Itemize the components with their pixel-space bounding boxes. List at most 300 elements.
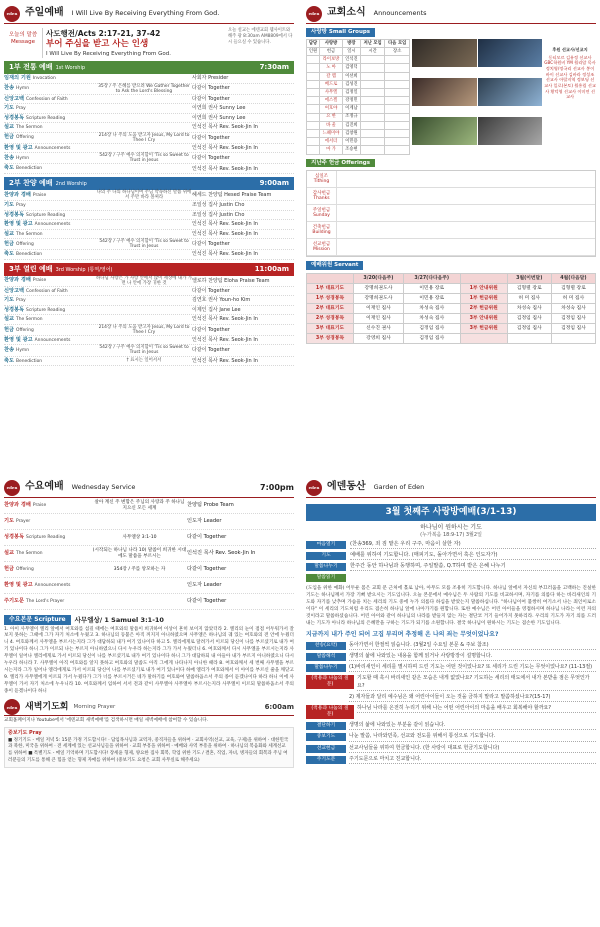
church-logo: eden xyxy=(306,480,322,496)
worship-name-en: 1st Worship xyxy=(55,65,86,72)
wed-row xyxy=(4,562,294,578)
message-main xyxy=(42,28,226,58)
servant-cell: 허 미 집사 xyxy=(507,294,551,304)
garden-question-tag: 결단하기 xyxy=(306,722,346,730)
order-hymn: 나의 주 나의 하나님이여 주님 약속하신 말씀 위에서 주만 바라 볼찌라 xyxy=(96,189,192,200)
worship-time: 11:00am xyxy=(254,264,289,273)
servant-cell: 신수진 권사 xyxy=(354,324,404,334)
worship-time: 7:30am xyxy=(259,63,289,72)
sg-cell: 김진희 xyxy=(342,121,360,129)
sg-cell xyxy=(360,97,385,105)
order-item-ko: 성경봉독 xyxy=(4,211,25,218)
order-item xyxy=(4,145,96,152)
sg-row xyxy=(307,113,410,121)
order-item xyxy=(4,75,96,82)
small-groups-label: 사랑방 Small Groups xyxy=(306,28,375,37)
order-item xyxy=(4,307,96,314)
order-leader: 이제인 집사 Jane Lee xyxy=(192,306,241,313)
order-row xyxy=(4,144,294,154)
order-leader: 다같이 Together xyxy=(192,95,230,102)
wed-item-en: Praise xyxy=(32,503,47,509)
order-row xyxy=(4,357,294,367)
sg-col: 담당 xyxy=(307,39,320,47)
wed-leader: 인석진 목사 Rev. Seok-Jin In xyxy=(187,550,256,557)
wed-row xyxy=(4,530,294,546)
order-leader: 다같이 Together xyxy=(192,85,230,92)
servant-cell: 이민용 장로 xyxy=(403,294,460,304)
servant-cell: 1부 대표기도 xyxy=(307,284,354,294)
order-row xyxy=(4,114,294,124)
sg-row xyxy=(307,72,410,80)
photo xyxy=(478,78,543,106)
sg-cell xyxy=(307,138,320,146)
order-leader: 인석진 목사 Rev. Seok-Jin In xyxy=(192,221,258,228)
sg-cell xyxy=(307,72,320,80)
sg-cell xyxy=(360,64,385,72)
garden-main-title: 3월 첫째주 사랑방예배(3/1-13) xyxy=(306,504,596,521)
order-leader: 인석진 목사 Rev. Seok-Jin In xyxy=(192,337,258,343)
wed-item xyxy=(4,534,92,541)
order-item-ko: 찬송 xyxy=(4,155,15,162)
servant-col: 3월(이번달) xyxy=(507,274,551,284)
sg-cell: 김성진 xyxy=(342,80,360,88)
wed-leader: 다같이 Together xyxy=(187,598,227,605)
worship-name-note: (통역/영어) xyxy=(87,266,113,273)
order-item xyxy=(4,192,96,199)
order-item xyxy=(4,165,96,172)
wed-detail: 살아 계신 주 변함은 주님의 사랑과 주 하나님 지으신 모든 세계 xyxy=(94,499,185,511)
wed-item-en: The Lord's Prayer xyxy=(26,599,65,605)
order-row xyxy=(4,296,294,306)
order-item-ko: 축도 xyxy=(4,251,15,258)
servant-cell: 2부 성경봉독 xyxy=(307,314,354,324)
message-title-en: I Will Live By Receiving Everything From God. xyxy=(46,51,171,57)
sg-cell xyxy=(385,138,410,146)
order-item xyxy=(4,115,96,122)
garden-question-text: 생명의 삶에 나와있는 부분을 같이 읽습니다. xyxy=(349,722,596,730)
worship-name-ko: 3부 열린 예배 xyxy=(9,264,53,273)
sg-col: 사랑방 xyxy=(320,39,343,47)
church-logo: eden xyxy=(4,6,20,22)
offering-label: 십일조 Tithing xyxy=(307,171,337,187)
garden-question xyxy=(306,694,596,702)
wed-item-ko: 찬양과 경배 xyxy=(4,502,31,509)
sg-cell xyxy=(385,97,410,105)
order-row xyxy=(4,190,294,201)
order-item-en: Announcements xyxy=(34,145,71,151)
order-item-en: Hymn xyxy=(16,156,29,162)
order-item xyxy=(4,297,96,304)
order-item-en: Announcements xyxy=(34,337,71,343)
offering-label: 선교헌금 Mission xyxy=(307,239,337,255)
sg-sub: 헌금 xyxy=(320,48,343,56)
sg-cell xyxy=(385,113,410,121)
order-row xyxy=(4,133,294,144)
order-item-en: Benediction xyxy=(16,252,43,258)
order-item-ko: 성경봉독 xyxy=(4,114,25,121)
order-leader: 엘로하 찬양팀 Eloha Praise Team xyxy=(192,277,270,284)
servant-row xyxy=(307,314,596,324)
sg-sub: 인원 xyxy=(307,48,320,56)
servant-row xyxy=(307,294,596,304)
sg-cell: 베드로 xyxy=(320,80,343,88)
garden-question xyxy=(306,756,596,764)
order-item-ko: 찬송 xyxy=(4,85,15,92)
garden-title-en: Garden of Eden xyxy=(373,483,425,492)
wed-item xyxy=(4,550,92,557)
garden-step-tag: 말씀나누기 xyxy=(306,563,346,571)
servant-head xyxy=(307,274,596,284)
sg-cell: 갈 렙 xyxy=(320,72,343,80)
order-row xyxy=(4,250,294,260)
garden-question-tag: 주기도문 xyxy=(306,756,346,764)
order-leader: 다같이 Together xyxy=(192,155,230,162)
garden-question-tag: 중보기도 xyxy=(306,733,346,741)
sg-row xyxy=(307,89,410,97)
servant-cell: 2부 대표기도 xyxy=(307,304,354,314)
order-item-ko: 신앙고백 xyxy=(4,287,25,294)
worship-time: 9:00am xyxy=(259,179,289,187)
offering-row xyxy=(307,239,595,256)
garden-step-tag: 기도 xyxy=(306,552,346,560)
offering-label: 주일헌금 Sunday xyxy=(307,205,337,221)
wed-item-en: Offering xyxy=(16,567,34,573)
sg-cell: 김영덕 xyxy=(342,64,360,72)
message-title: 부어 주심을 받고 사는 인생 xyxy=(46,39,149,50)
garden-question xyxy=(306,705,596,719)
order-item-ko: 찬양과 경배 xyxy=(4,277,31,284)
order-item-ko: 설교 xyxy=(4,124,15,131)
order-leader: 이연희 권사 Sunny Lee xyxy=(192,114,246,121)
offering-row xyxy=(307,205,595,222)
garden-question-text: 동아가면서 한절씩 읽습니다. (3월2일 수요일 본문 & 주보 참조) xyxy=(349,642,596,650)
servant-cell: 김형렬 장로 xyxy=(551,284,595,294)
order-item-ko: 기도 xyxy=(4,297,15,304)
order-item-en: Praise xyxy=(32,192,47,198)
order-row xyxy=(4,201,294,211)
garden-question-text: 하나님 나라를 온전히 누리기 위해 나는 어떤 어린아이의 마음을 배우고 회복해야 할까요? xyxy=(357,705,596,713)
servant-cell: 김형렬 장로 xyxy=(507,284,551,294)
sg-cell xyxy=(360,105,385,113)
sg-head xyxy=(307,39,410,47)
servant-col: 3/27(다다음주) xyxy=(403,274,460,284)
order-hymn: 214장 나 주의 도움 받고자 Jesus, My Lord to Thee I Cry xyxy=(98,132,190,143)
servant-col xyxy=(307,274,354,284)
church-logo: eden xyxy=(4,480,20,496)
sg-cell xyxy=(307,129,320,137)
order-item-ko: 설교 xyxy=(4,316,15,323)
garden-question xyxy=(306,722,596,730)
order-item xyxy=(4,358,96,365)
order-item-ko: 찬양과 경배 xyxy=(4,191,31,198)
order-hymn: 하나님 사랑은 가 사랑 안에서 많이 세상에 내가 가면 나 안에 가장 귀한 것 xyxy=(96,275,192,286)
dawn-title-en: Morning Prayer xyxy=(73,703,116,710)
small-groups-header xyxy=(306,28,596,37)
order-row xyxy=(4,164,294,174)
sg-cell xyxy=(385,105,410,113)
order-item xyxy=(4,277,96,284)
worship-sections xyxy=(4,61,294,366)
servant-cell: 김정임 집사 xyxy=(403,324,460,334)
order-item xyxy=(4,105,96,112)
wed-item-ko: 기도 xyxy=(4,518,15,525)
missionaries xyxy=(544,39,596,155)
wed-item-ko: 성경봉독 xyxy=(4,534,25,541)
dawn-left xyxy=(4,699,115,715)
sg-cell xyxy=(385,121,410,129)
sg-sub: 시간 xyxy=(360,48,385,56)
servant-cell: 차성숙 집사 xyxy=(403,304,460,314)
order-row xyxy=(4,211,294,221)
sg-row xyxy=(307,138,410,146)
sg-cell: 에스겔 xyxy=(320,97,343,105)
scripture-label: 수요본문 Scripture xyxy=(4,615,71,625)
small-groups-photos xyxy=(412,39,542,155)
sg-cell xyxy=(385,56,410,64)
garden-step xyxy=(306,541,596,549)
servant-cell: 차성숙 집사 xyxy=(551,304,595,314)
sunday-header xyxy=(4,4,294,24)
order-hymn: 542장 / 구주 예수 의지함이 'Tis so Sweet to Trust in Jesus xyxy=(99,345,189,356)
order-leader: 다같이 Together xyxy=(192,240,230,247)
order-item-en: Scripture Reading xyxy=(26,115,66,121)
servant-cell: 차성숙 집사 xyxy=(403,314,460,324)
order-item-ko: 환영 및 광고 xyxy=(4,336,33,343)
wed-header xyxy=(4,478,294,498)
offerings-label: 지난주 헌금 Offerings xyxy=(306,159,375,168)
wed-leader: 다같이 Together xyxy=(187,534,227,541)
order-item xyxy=(4,241,96,248)
offering-label: 건축헌금 Building xyxy=(307,222,337,238)
news-title-en: Announcements xyxy=(373,9,427,18)
order-leader: 인석진 목사 Rev. Seok-Jin In xyxy=(192,124,258,131)
sg-cell xyxy=(307,121,320,129)
sg-cell: 이민용 xyxy=(342,138,360,146)
sg-cell xyxy=(307,80,320,88)
sg-cell: 인석진 xyxy=(342,56,360,64)
order-row xyxy=(4,239,294,250)
servant-cell: 허 미 집사 xyxy=(551,294,595,304)
sg-cell xyxy=(307,113,320,121)
servant-cell: 1부 성경봉독 xyxy=(307,294,354,304)
sg-cell: 느헤미야 xyxy=(320,129,343,137)
order-leader: 다같이 Together xyxy=(192,326,230,333)
order-row xyxy=(4,306,294,316)
garden-subtitle-2: (누가복음 18:9-17) 3월2일 xyxy=(420,531,482,538)
wed-item xyxy=(4,518,92,525)
garden-question xyxy=(306,733,596,741)
worship-band xyxy=(4,177,294,190)
order-item xyxy=(4,251,96,258)
wed-leader: 인도자 Leader xyxy=(187,582,222,589)
sg-row xyxy=(307,56,410,64)
missionaries-list: 동티모르 김유정 선교사 GBC학원비 YM 윌리암 목사 정치영/정국리 선교사 봉이바이 선교사 김바라 정성조 선교사 아랍지역 정보딩 선교사 일로(본토) 윌흥림 선교사 황덕영 선교사 이미연 선교사 xyxy=(544,54,596,100)
order-item-ko: 환영 및 광고 xyxy=(4,144,33,151)
sg-row xyxy=(307,121,410,129)
worship-band xyxy=(4,61,294,74)
garden-title: 에덴동산 xyxy=(327,481,366,493)
order-leader: 이연희 권사 Sunny Lee xyxy=(192,105,246,112)
servant-cell: 강명희권도사 xyxy=(354,294,404,304)
garden-question-text: 2) 제자들과 달리 예수님은 왜 어린아이들이 오는 것을 금하지 말라고 말씀하셨나요?(15-17) xyxy=(349,694,596,702)
wed-header-left xyxy=(4,480,135,496)
order-item-en: Hymn xyxy=(16,348,29,354)
sg-cell xyxy=(360,146,385,154)
order-item-ko: 성경봉독 xyxy=(4,306,25,313)
worship-name xyxy=(9,265,113,274)
sg-cell: 요 한 xyxy=(320,113,343,121)
wed-item xyxy=(4,502,92,509)
garden-question-text: 기도할 때 혹시 바리새인 같은 모습은 내게 없었나요? 기도하는 세리의 태도에서 내가 본받을 점은 무엇인가요? xyxy=(357,675,596,691)
wed-item-ko: 주기도문 xyxy=(4,598,25,605)
servant-cell: 3부 헌금위원 xyxy=(460,324,507,334)
order-leader: 인석진 목사 Rev. Seok-Jin In xyxy=(192,230,258,237)
servant-cell: 이재인 집사 xyxy=(354,304,404,314)
order-item-en: Confession of Faith xyxy=(26,288,68,294)
sg-cell xyxy=(360,113,385,121)
dawn-text: 교회홈페이지나 Youtube에서 '에덴교회 새벽예배'를 검색하시면 매일 새벽예배에 참여할 수 있습니다. xyxy=(4,718,209,724)
order-row xyxy=(4,336,294,346)
wed-detail: 354장 / 주를 앙모하는 자 xyxy=(113,566,166,572)
sg-cell xyxy=(360,89,385,97)
servant-cell: 이재인 집사 xyxy=(354,314,404,324)
wed-item xyxy=(4,582,92,589)
order-leader: 인석진 목사 Rev. Seok-Jin In xyxy=(192,165,258,172)
wed-detail: 사무엘상 3:1-10 xyxy=(122,534,157,540)
wed-item-ko: 설교 xyxy=(4,550,15,557)
wed-leader: 찬양팀 Probe Team xyxy=(187,502,234,509)
servant-cell: 강명희권도사 xyxy=(354,284,404,294)
garden-panel xyxy=(306,478,596,923)
servant-cell: 3부 대표기도 xyxy=(307,324,354,334)
sg-cell: 이선희 xyxy=(342,72,360,80)
wed-time: 7:00pm xyxy=(260,482,294,492)
news-title: 교회소식 xyxy=(327,7,366,19)
garden-question xyxy=(306,653,596,661)
wed-item-en: Scripture Reading xyxy=(26,535,66,541)
garden-step-text: 예배를 위하여 기도합니다. (매피기도, 돌아가면서 혹은 인도자가) xyxy=(350,552,596,560)
servant-row xyxy=(307,334,596,344)
scripture-body: 1. 아이 사무엘이 엘리 앞에서 여호와를 섬길 때에는 여호와의 말씀이 희귀하여 이상이 흔히 보이지 않았더라 2. 엘리의 눈이 점점 어두워가서 잘 보지 못하는 그때에 그가 자기 처소에 누웠고 3. 하나님의 등불은 아직 꺼지지 아니하였으며 사무엘은 하나님의 궤 있는 여호와의 전 안에 누웠더니 4. 여호와께서 사무엘을 부르시는지라 그가 대답하되 내가 여기 있나이다 하고 5. 엘리에게로 달려가서 이르되 당신이 나를 부르셨기로 내가 여기 있나이다 하니 그가 이르되 나는 부르지 아니하였으니 다시 누우라 하는지라 그가 가서 누웠더니 6. 여호와께서 다시 사무엘을 부르시는지라 사무엘이 일어나 엘리에게로 가서 이르되 당신이 나를 부르셨기로 내가 여기 있나이다 하니 그가 대답하되 내 아들아 내가 부르지 아니하였으니 다시 누우라 하니라 7. 사무엘이 아직 여호와를 알지 못하고 여호와의 말씀도 아직 그에게 나타나지 아니한 때라 8. 여호와께서 세 번째 사무엘을 부르시는지라 그가 일어나 엘리에게로 가서 이르되 당신이 나를 부르셨기로 내가 여기 있나이다 하매 엘리가 여호와께서 이 아이를 부르신 줄을 깨닫고 9. 엘리가 사무엘에게 이르되 가서 누웠다가 그가 너를 부르시거든 네가 말하기를 여호와여 말씀하옵소서 주의 종이 듣겠나이다 하라 하니 이에 사무엘이 가서 자기 처소에 누우니라 10. 여호와께서 임하여 서서 전과 같이 사무엘아 사무엘아 부르시는지라 사무엘이 이르되 말씀하옵소서 주의 종이 듣겠나이다 하니 xyxy=(4,626,294,694)
servant-cell: 3부 성경봉독 xyxy=(307,334,354,344)
garden-question-tag: 찬송(요약) xyxy=(306,642,346,650)
garden-question xyxy=(306,675,596,691)
order-item-ko: 찬송 xyxy=(4,347,15,354)
sg-cell xyxy=(307,146,320,154)
order-row xyxy=(4,220,294,230)
order-item-en: Benediction xyxy=(16,358,43,364)
wed-row xyxy=(4,498,294,514)
garden-question-tag: (적용과 나눔의 질문) xyxy=(306,705,354,719)
servant-cell: 1부 헌금위원 xyxy=(460,294,507,304)
offerings-table xyxy=(306,170,596,257)
servant-cell: 김정임 집사 xyxy=(507,314,551,324)
wed-item-ko: 헌금 xyxy=(4,566,15,573)
order-item xyxy=(4,212,96,219)
garden-question-tag: (적용과 나눔의 질문) xyxy=(306,675,354,689)
sg-cell xyxy=(307,56,320,64)
sg-cell: 에서더 xyxy=(320,138,343,146)
wed-row xyxy=(4,546,294,562)
scripture-header xyxy=(4,615,294,625)
order-item-en: Scripture Reading xyxy=(26,212,66,218)
order-item xyxy=(4,347,96,354)
order-item xyxy=(4,231,96,238)
question-intro: 지금까지 내가 주인 되어 고집 부리며 추정해 온 나의 죄는 무엇이었나요? xyxy=(306,631,499,639)
church-logo: eden xyxy=(4,699,20,715)
order-row xyxy=(4,325,294,336)
servant-cell: 2부 헌금위원 xyxy=(460,304,507,314)
order-item-en: Pray xyxy=(16,298,26,304)
order-item xyxy=(4,327,96,334)
servant-col xyxy=(460,274,507,284)
sg-row xyxy=(307,97,410,105)
news-header xyxy=(306,4,596,24)
dawn-time: 6:00am xyxy=(264,703,294,712)
offerings-header xyxy=(306,159,596,168)
sg-row xyxy=(307,80,410,88)
sg-cell: 조정규 xyxy=(342,113,360,121)
order-item-ko: 임재의 기원 xyxy=(4,75,31,81)
church-logo: eden xyxy=(306,6,322,22)
garden-question-text: 선교사님들을 위하여 헌금합니다. (한 사랑이 대표로 헌금기도합니다) xyxy=(349,745,596,753)
garden-step-text: (찬송369, 죄 짐 맡은 우리 구주, 마음이 살한 자) xyxy=(350,541,596,549)
sg-cell xyxy=(385,72,410,80)
wed-item xyxy=(4,598,92,605)
garden-steps xyxy=(306,541,596,571)
sg-cell: 강정민 xyxy=(342,97,360,105)
order-item-ko: 헌금 xyxy=(4,240,15,247)
order-item-en: Offering xyxy=(16,241,34,247)
garden-question-text: 나눈 말씀, 나라와민족, 선교와 전도를 위해서 통성으로 기도합니다. xyxy=(349,733,596,741)
order-item xyxy=(4,316,96,323)
order-item xyxy=(4,96,96,103)
prayer-box xyxy=(4,727,294,768)
order-leader: 다같이 Together xyxy=(192,287,230,294)
wed-item xyxy=(4,566,92,573)
worship-name xyxy=(9,179,87,188)
wed-title: 수요예배 xyxy=(25,481,64,493)
order-leader: 사회자 Presider xyxy=(192,75,229,82)
garden-question-tag: 말씀해석 xyxy=(306,653,346,661)
order-row xyxy=(4,276,294,287)
order-leader: 인석진 목사 Rev. Seok-Jin In xyxy=(192,144,258,151)
sg-row xyxy=(307,64,410,72)
order-item-en: Praise xyxy=(32,278,47,284)
order-row xyxy=(4,345,294,356)
wed-detail: (시작되는 하나님 나라 10) 말씀이 희귀한 시대에도 말씀을 부르시는 xyxy=(92,547,187,559)
garden-question-text: (1)바리새인이 세리를 멸시하며 드린 기도는 어떤 것이었나요? 또 세리가 드린 기도는 무엇이었나요? (11-13절) xyxy=(349,664,596,672)
sg-cell xyxy=(307,97,320,105)
sg-col: 다음 모임 xyxy=(385,39,410,47)
garden-step-text: 한주간 동안 하나님과 동행하며, 주일말씀, Q.T하며 받은 은혜 나누기 xyxy=(350,563,596,571)
wednesday-panel xyxy=(4,478,294,923)
sg-cell xyxy=(385,80,410,88)
sg-col: 저난 모임 xyxy=(360,39,385,47)
order-item-en: Hymn xyxy=(16,86,29,92)
sg-sub: 일시 xyxy=(342,48,360,56)
wed-row xyxy=(4,578,294,594)
order-item-ko: 환영 및 광고 xyxy=(4,221,33,227)
sg-cell: 조승현 xyxy=(342,146,360,154)
servant-cell xyxy=(507,334,551,344)
wed-item-ko: 환영 및 광고 xyxy=(4,582,33,589)
sg-cell: 사무엘 xyxy=(320,89,343,97)
servant-row xyxy=(307,304,596,314)
order-item-en: The Sermon xyxy=(16,317,43,323)
servant-col: 3/20(다음주) xyxy=(354,274,404,284)
sg-cell: 김창원 xyxy=(342,129,360,137)
